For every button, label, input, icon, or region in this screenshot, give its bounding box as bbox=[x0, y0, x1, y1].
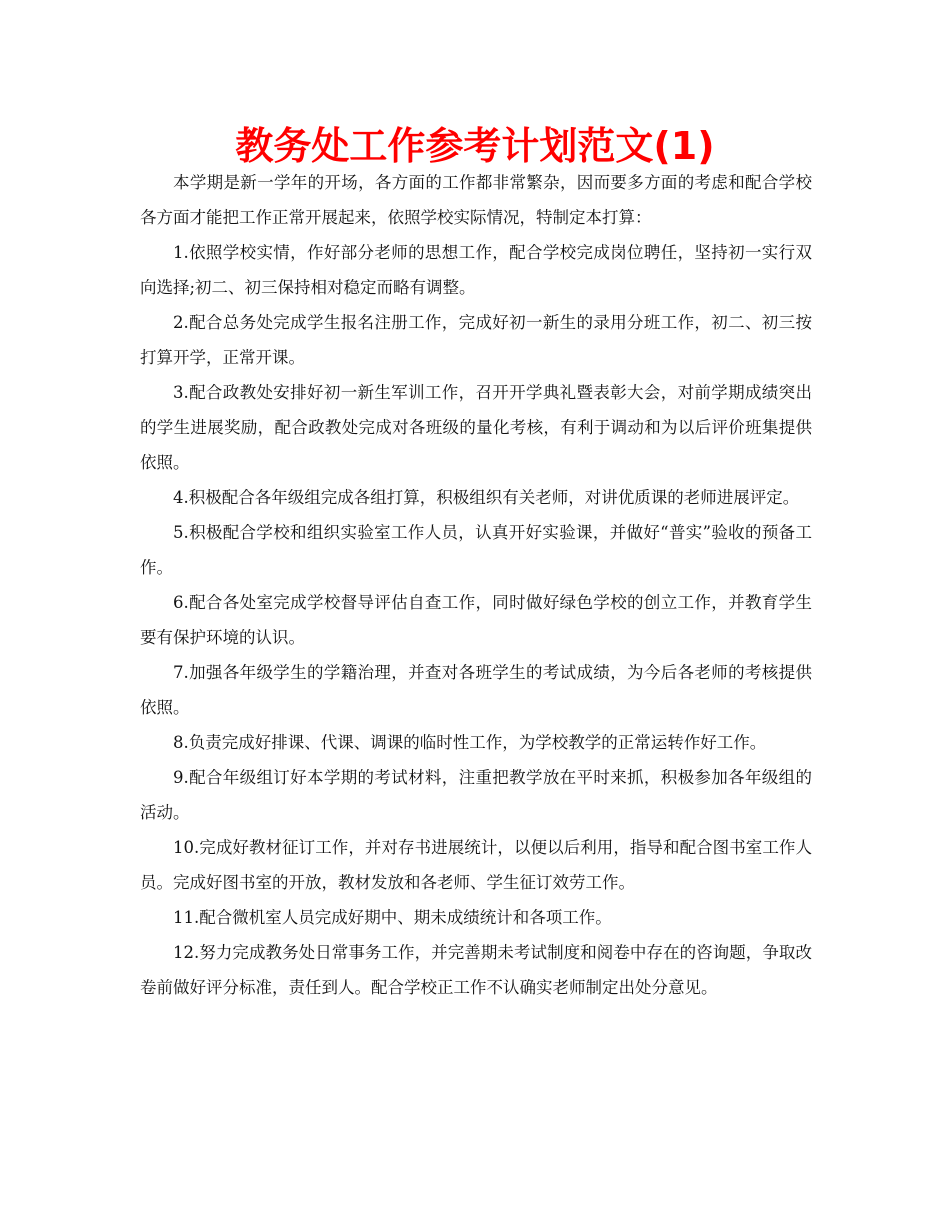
paragraph-item-3: 3.配合政教处安排好初一新生军训工作，召开开学典礼暨表彰大会，对前学期成绩突出的学生进展奖励，配合政教处完成对各班级的量化考核，有利于调动和为以后评价班集提供依照。 bbox=[140, 383, 812, 472]
paragraph-item-6: 6.配合各处室完成学校督导评估自查工作，同时做好绿色学校的创立工作，并教育学生要有保护环境的认识。 bbox=[140, 593, 812, 647]
paragraph-item-5: 5.积极配合学校和组织实验室工作人员，认真开好实验课，并做好“普实”验收的预备工作。 bbox=[140, 523, 812, 577]
document-body bbox=[140, 165, 812, 1005]
paragraph-item-8: 8.负责完成好排课、代课、调课的临时性工作，为学校教学的正常运转作好工作。 bbox=[173, 733, 767, 752]
paragraph-item-2: 2.配合总务处完成学生报名注册工作，完成好初一新生的录用分班工作，初二、初三按打算开学，正常开课。 bbox=[140, 313, 812, 367]
document-title: 教务处工作参考计划范文(1) bbox=[235, 124, 715, 168]
paragraph-item-1: 1.依照学校实情，作好部分老师的思想工作，配合学校完成岗位聘任，坚持初一实行双向选择;初二、初三保持相对稳定而略有调整。 bbox=[140, 243, 812, 297]
paragraph-item-11: 11.配合微机室人员完成好期中、期未成绩统计和各项工作。 bbox=[173, 908, 612, 927]
paragraph-item-4: 4.积极配合各年级组完成各组打算，积极组织有关老师，对讲优质课的老师进展评定。 bbox=[173, 488, 800, 507]
paragraph-item-7: 7.加强各年级学生的学籍治理，并查对各班学生的考试成绩，为今后各老师的考核提供依照。 bbox=[140, 663, 812, 717]
paragraph-intro: 本学期是新一学年的开场，各方面的工作都非常繁杂，因而要多方面的考虑和配合学校各方面才能把工作正常开展起来，依照学校实际情况，特制定本打算： bbox=[140, 173, 812, 227]
paragraph-item-10: 10.完成好教材征订工作，并对存书进展统计，以便以后利用，指导和配合图书室工作人员。完成好图书室的开放，教材发放和各老师、学生征订效劳工作。 bbox=[140, 838, 812, 892]
paragraph-item-12: 12.努力完成教务处日常事务工作，并完善期未考试制度和阅卷中存在的咨询题，争取改卷前做好评分标准，责任到人。配合学校正工作不认确实老师制定出处分意见。 bbox=[140, 943, 812, 997]
paragraph-item-9: 9.配合年级组订好本学期的考试材料，注重把教学放在平时来抓，积极参加各年级组的活动。 bbox=[140, 768, 812, 822]
